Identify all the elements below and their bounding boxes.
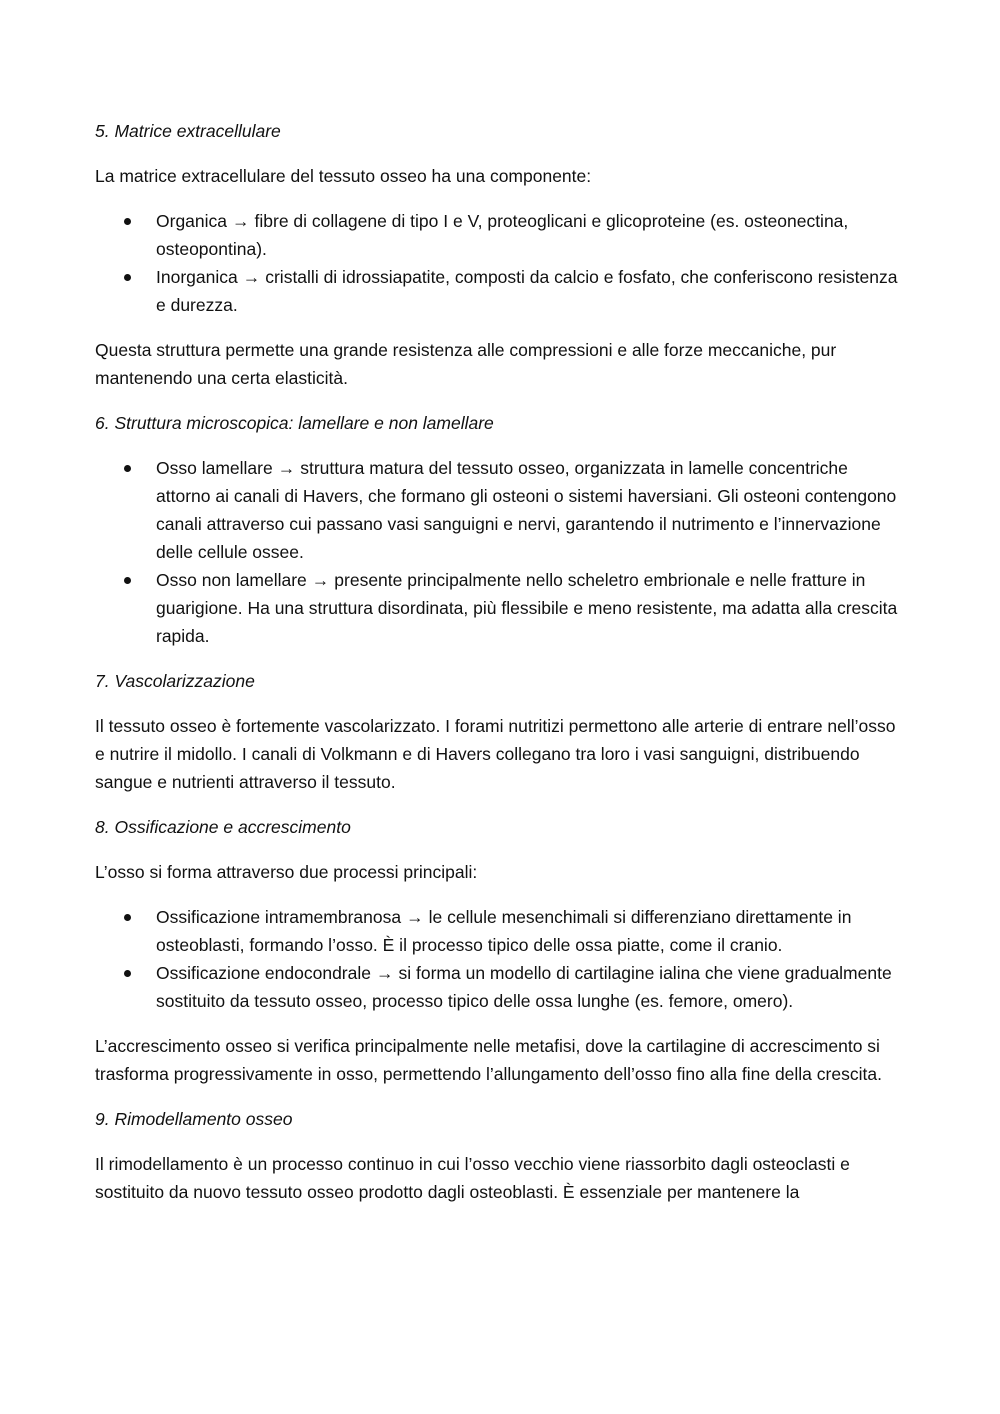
paragraph: L’accrescimento osseo si verifica principalmente nelle metafisi, dove la cartilagine di accrescimento si trasforma progressivamente in osso, permettendo l’allungamento dell’osso fino alla fine della crescita.	[95, 1036, 882, 1084]
item-term: Osso lamellare	[156, 458, 273, 478]
bullet-list	[95, 454, 905, 650]
section-heading: 6. Struttura microscopica: lamellare e non lamellare	[95, 413, 494, 433]
section-heading: 5. Matrice extracellulare	[95, 121, 281, 141]
item-text: struttura matura del tessuto osseo, organizzata in lamelle concentriche attorno ai canali di Havers, che formano gli osteoni o sistemi haversiani. Gli osteoni contengono canali attraverso cui passano vasi sanguigni e nervi, garantendo il nutrimento e l’innervazione delle cellule ossee.	[156, 458, 897, 562]
item-text: fibre di collagene di tipo I e V, proteoglicani e glicoproteine (es. osteonectina, osteopontina).	[156, 211, 849, 259]
list-item	[95, 207, 905, 263]
bullet-icon	[124, 465, 131, 472]
list-item	[95, 454, 905, 566]
item-term: Osso non lamellare	[156, 570, 307, 590]
paragraph: Il rimodellamento è un processo continuo in cui l’osso vecchio viene riassorbito dagli osteoclasti e sostituito da nuovo tessuto osseo prodotto dagli osteoblasti. È essenziale per mantenere la	[95, 1154, 850, 1202]
arrow-right-icon: →	[277, 458, 296, 478]
list-item	[95, 903, 905, 959]
bullet-list	[95, 207, 905, 319]
paragraph: Il tessuto osseo è fortemente vascolarizzato. I forami nutritizi permettono alle arterie di entrare nell’osso e nutrire il midollo. I canali di Volkmann e di Havers collegano tra loro i vasi sanguigni, distribuendo sangue e nutrienti attraverso il tessuto.	[95, 716, 896, 792]
item-term: Organica	[156, 211, 228, 231]
arrow-right-icon: →	[406, 907, 424, 927]
bullet-icon	[124, 218, 131, 225]
arrow-right-icon: →	[376, 963, 394, 983]
paragraph: Questa struttura permette una grande resistenza alle compressioni e alle forze meccaniche, pur mantenendo una certa elasticità.	[95, 340, 837, 388]
arrow-right-icon: →	[311, 570, 330, 590]
arrow-right-icon: →	[232, 211, 250, 231]
bullet-icon	[124, 970, 131, 977]
item-text: si forma un modello di cartilagine ialina che viene gradualmente sostituito da tessuto osseo, processo tipico delle ossa lunghe (es. femore, omero).	[156, 963, 892, 1011]
item-term: Inorganica	[156, 267, 238, 287]
list-item	[95, 263, 905, 319]
item-text: le cellule mesenchimali si differenziano direttamente in osteoblasti, formando l’osso. È il processo tipico delle ossa piatte, come il cranio.	[156, 907, 852, 955]
paragraph: L’osso si forma attraverso due processi principali:	[95, 862, 478, 882]
section-heading: 9. Rimodellamento osseo	[95, 1109, 293, 1129]
item-term: Ossificazione endocondrale	[156, 963, 371, 983]
section-heading: 8. Ossificazione e accrescimento	[95, 817, 351, 837]
paragraph: La matrice extracellulare del tessuto osseo ha una componente:	[95, 166, 592, 186]
bullet-list	[95, 903, 905, 1015]
item-text: cristalli di idrossiapatite, composti da calcio e fosfato, che conferiscono resistenza e durezza.	[156, 267, 898, 315]
bullet-icon	[124, 274, 131, 281]
list-item	[95, 566, 905, 650]
bullet-icon	[124, 577, 131, 584]
arrow-right-icon: →	[242, 267, 261, 287]
bullet-icon	[124, 914, 131, 921]
item-text: presente principalmente nello scheletro embrionale e nelle fratture in guarigione. Ha una struttura disordinata, più flessibile e meno resistente, ma adatta alla crescita rapida.	[156, 570, 898, 646]
section-heading: 7. Vascolarizzazione	[95, 671, 255, 691]
list-item	[95, 959, 905, 1015]
item-term: Ossificazione intramembranosa	[156, 907, 402, 927]
